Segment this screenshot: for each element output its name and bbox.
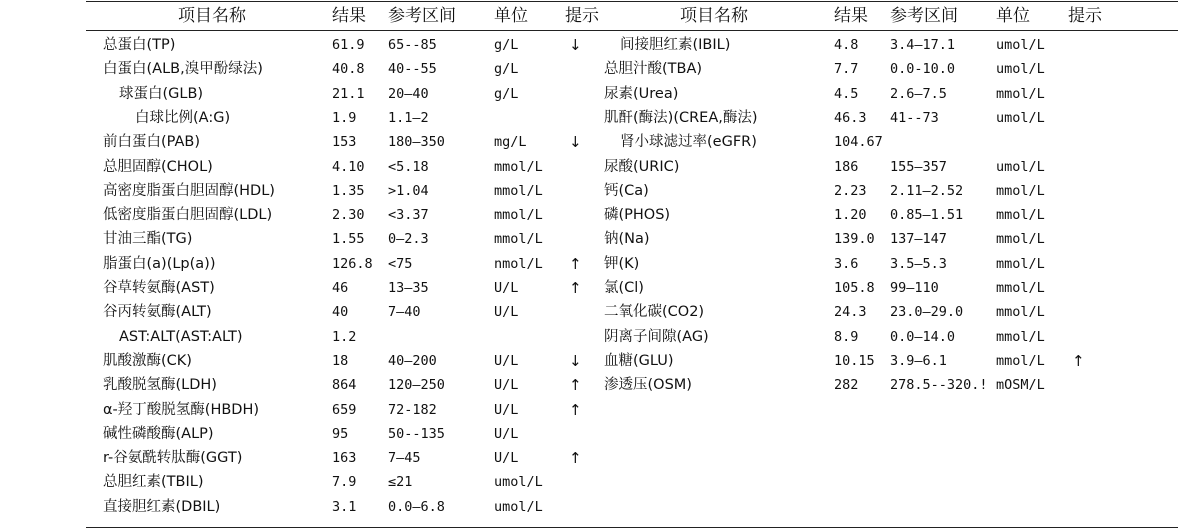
right-item-range: 3.4—17.1 (890, 37, 956, 53)
left-item-result: 40.8 (332, 61, 365, 78)
right-item-unit: mmol/L (996, 231, 1045, 248)
right-item-result: 10.15 (834, 352, 875, 369)
left-item-result: 1.35 (332, 182, 365, 199)
left-item-name: 总胆固醇(CHOL) (103, 158, 213, 175)
left-item-range: 180—350 (388, 134, 445, 151)
right-item-name: 肾小球滤过率(eGFR) (620, 134, 757, 151)
left-item-range: 1.1—2 (388, 109, 429, 126)
left-item-flag: ↑ (569, 279, 582, 297)
right-item-name: 钠(Na) (604, 231, 650, 248)
left-item-result: 95 (332, 425, 349, 442)
left-item-range: 65--85 (388, 37, 437, 53)
top-rule (86, 1, 1178, 2)
bottom-rule (86, 527, 1178, 528)
left-item-flag: ↓ (569, 351, 582, 370)
lab-report (86, 0, 1178, 530)
right-item-unit: umol/L (996, 109, 1045, 126)
right-item-range: 3.5—5.3 (890, 255, 947, 272)
left-item-result: 46 (332, 280, 349, 296)
right-item-name: 尿酸(URIC) (604, 158, 680, 175)
left-item-unit: g/L (494, 37, 519, 53)
left-item-result: 126.8 (332, 255, 373, 272)
right-item-range: 0.0—14.0 (890, 328, 956, 345)
right-item-name: 阴离子间隙(AG) (604, 328, 709, 345)
right-item-name: 二氧化碳(CO2) (604, 304, 705, 321)
left-item-result: 153 (332, 134, 357, 151)
left-item-unit: mmol/L (494, 158, 543, 175)
left-item-flag: ↑ (569, 254, 582, 273)
right-item-range: 0.0-10.0 (890, 61, 956, 78)
left-item-unit: U/L (494, 280, 519, 296)
left-item-result: 864 (332, 377, 357, 394)
right-item-result: 282 (834, 377, 859, 394)
right-item-name: 钾(K) (604, 255, 640, 272)
right-item-result: 46.3 (834, 109, 867, 126)
left-item-range: 72-182 (388, 401, 437, 418)
left-item-range: 13—35 (388, 280, 429, 296)
left-item-name: 球蛋白(GLB) (119, 85, 204, 102)
right-item-range: 137—147 (890, 231, 947, 248)
left-item-result: 7.9 (332, 474, 357, 491)
right-item-unit: mmol/L (996, 255, 1045, 272)
right-item-unit: mmol/L (996, 182, 1045, 199)
right-item-result: 8.9 (834, 328, 859, 345)
left-item-unit: mmol/L (494, 207, 543, 224)
left-item-flag: ↑ (569, 449, 582, 468)
right-item-range: 2.6—7.5 (890, 85, 947, 102)
left-item-name: 直接胆红素(DBIL) (103, 498, 221, 515)
right-item-result: 104.67 (834, 134, 883, 151)
left-item-result: 61.9 (332, 37, 365, 53)
left-item-result: 21.1 (332, 85, 365, 102)
right-item-range: 23.0—29.0 (890, 304, 964, 321)
header-left-flag: 提示 (565, 6, 599, 26)
left-item-name: 谷丙转氨酶(ALT) (103, 304, 212, 321)
header-left-range: 参考区间 (388, 6, 456, 26)
left-item-result: 1.2 (332, 328, 357, 345)
left-item-name: 甘油三酯(TG) (103, 231, 193, 248)
left-item-name: r-谷氨酰转肽酶(GGT) (103, 450, 243, 467)
right-item-range: 2.11—2.52 (890, 182, 964, 199)
left-item-range: <5.18 (388, 158, 429, 175)
left-item-result: 1.9 (332, 109, 357, 126)
left-item-name: 白蛋白(ALB,溴甲酚绿法) (103, 61, 263, 78)
right-item-result: 2.23 (834, 182, 867, 199)
left-item-unit: U/L (494, 401, 519, 418)
left-item-unit: U/L (494, 304, 519, 321)
header-right-unit: 单位 (996, 6, 1030, 26)
right-item-range: 155—357 (890, 158, 947, 175)
right-item-name: 氯(Cl) (604, 280, 644, 296)
right-item-range: 0.85—1.51 (890, 207, 964, 224)
left-item-range: ≤21 (388, 474, 413, 491)
left-item-name: 碱性磷酸酶(ALP) (103, 425, 214, 442)
left-item-unit: mmol/L (494, 231, 543, 248)
right-item-result: 24.3 (834, 304, 867, 321)
right-item-unit: umol/L (996, 61, 1045, 78)
header-left-name: 项目名称 (178, 6, 246, 26)
left-item-result: 2.30 (332, 207, 365, 224)
left-item-range: 0.0—6.8 (388, 498, 445, 515)
header-right-name: 项目名称 (680, 6, 748, 26)
left-item-name: 低密度脂蛋白胆固醇(LDL) (103, 207, 273, 224)
right-item-result: 4.8 (834, 37, 859, 53)
right-item-unit: mmol/L (996, 280, 1045, 296)
left-item-result: 4.10 (332, 158, 365, 175)
right-item-unit: mmol/L (996, 207, 1045, 224)
right-item-name: 钙(Ca) (604, 182, 649, 199)
left-item-name: 脂蛋白(a)(Lp(a)) (103, 255, 216, 272)
right-item-result: 1.20 (834, 207, 867, 224)
header-right-flag: 提示 (1068, 6, 1102, 26)
right-item-unit: mmol/L (996, 85, 1045, 102)
left-item-unit: umol/L (494, 498, 543, 515)
left-item-range: 40—200 (388, 352, 437, 369)
right-item-name: 尿素(Urea) (604, 85, 679, 102)
left-item-name: α-羟丁酸脱氢酶(HBDH) (103, 401, 260, 418)
right-item-range: 278.5--320.! (890, 377, 988, 394)
left-item-flag: ↓ (569, 36, 582, 54)
right-item-name: 磷(PHOS) (604, 207, 671, 224)
left-item-unit: mmol/L (494, 182, 543, 199)
right-item-name: 渗透压(OSM) (604, 377, 692, 394)
right-item-unit: umol/L (996, 37, 1045, 53)
left-item-name: 总蛋白(TP) (103, 37, 176, 53)
right-item-unit: umol/L (996, 158, 1045, 175)
left-item-unit: nmol/L (494, 255, 543, 272)
left-item-flag: ↑ (569, 376, 582, 395)
right-item-range: 41--73 (890, 109, 939, 126)
left-item-result: 1.55 (332, 231, 365, 248)
left-item-range: 0—2.3 (388, 231, 429, 248)
left-item-result: 163 (332, 450, 357, 467)
left-item-range: 7—45 (388, 450, 421, 467)
header-left-unit: 单位 (494, 6, 528, 26)
right-item-result: 186 (834, 158, 859, 175)
right-item-unit: mmol/L (996, 304, 1045, 321)
left-item-range: 7—40 (388, 304, 421, 321)
left-item-name: 谷草转氨酶(AST) (103, 280, 215, 296)
left-item-result: 18 (332, 352, 349, 369)
right-item-unit: mmol/L (996, 352, 1045, 369)
left-item-unit: U/L (494, 450, 519, 467)
left-item-unit: U/L (494, 352, 519, 369)
header-right-range: 参考区间 (890, 6, 958, 26)
left-item-unit: umol/L (494, 474, 543, 491)
left-item-range: <75 (388, 255, 413, 272)
left-item-unit: g/L (494, 61, 519, 78)
right-item-unit: mmol/L (996, 328, 1045, 345)
left-item-name: 前白蛋白(PAB) (103, 134, 200, 151)
right-item-name: 总胆汁酸(TBA) (604, 61, 703, 78)
left-item-unit: mg/L (494, 134, 527, 151)
left-item-range: >1.04 (388, 182, 429, 199)
left-item-name: 总胆红素(TBIL) (103, 474, 204, 491)
header-right-result: 结果 (834, 6, 868, 26)
right-item-range: 3.9—6.1 (890, 352, 947, 369)
left-item-range: 120—250 (388, 377, 445, 394)
right-item-name: 肌酐(酶法)(CREA,酶法) (604, 109, 758, 126)
left-item-name: 高密度脂蛋白胆固醇(HDL) (103, 182, 275, 199)
right-item-result: 3.6 (834, 255, 859, 272)
left-item-name: 乳酸脱氢酶(LDH) (103, 377, 217, 394)
left-item-flag: ↑ (569, 400, 582, 419)
left-item-flag: ↓ (569, 133, 582, 152)
right-item-name: 间接胆红素(IBIL) (620, 37, 731, 53)
right-item-result: 105.8 (834, 280, 875, 296)
left-item-result: 40 (332, 304, 349, 321)
right-item-name: 血糖(GLU) (604, 352, 674, 369)
left-item-name: 肌酸激酶(CK) (103, 352, 192, 369)
left-item-result: 3.1 (332, 498, 357, 515)
left-item-range: 50--135 (388, 425, 445, 442)
left-item-range: <3.37 (388, 207, 429, 224)
right-item-result: 139.0 (834, 231, 875, 248)
right-item-range: 99—110 (890, 280, 939, 296)
header-left-result: 结果 (332, 6, 366, 26)
left-item-result: 659 (332, 401, 357, 418)
right-item-result: 7.7 (834, 61, 859, 78)
right-item-result: 4.5 (834, 85, 859, 102)
left-item-unit: U/L (494, 425, 519, 442)
left-item-range: 20—40 (388, 85, 429, 102)
right-item-unit: mOSM/L (996, 377, 1045, 394)
left-item-unit: U/L (494, 377, 519, 394)
left-item-range: 40--55 (388, 61, 437, 78)
left-item-unit: g/L (494, 85, 519, 102)
left-item-name: 白球比例(A:G) (135, 109, 231, 126)
header-rule (86, 30, 1178, 31)
right-item-flag: ↑ (1072, 351, 1085, 370)
left-item-name: AST:ALT(AST:ALT) (119, 328, 243, 345)
